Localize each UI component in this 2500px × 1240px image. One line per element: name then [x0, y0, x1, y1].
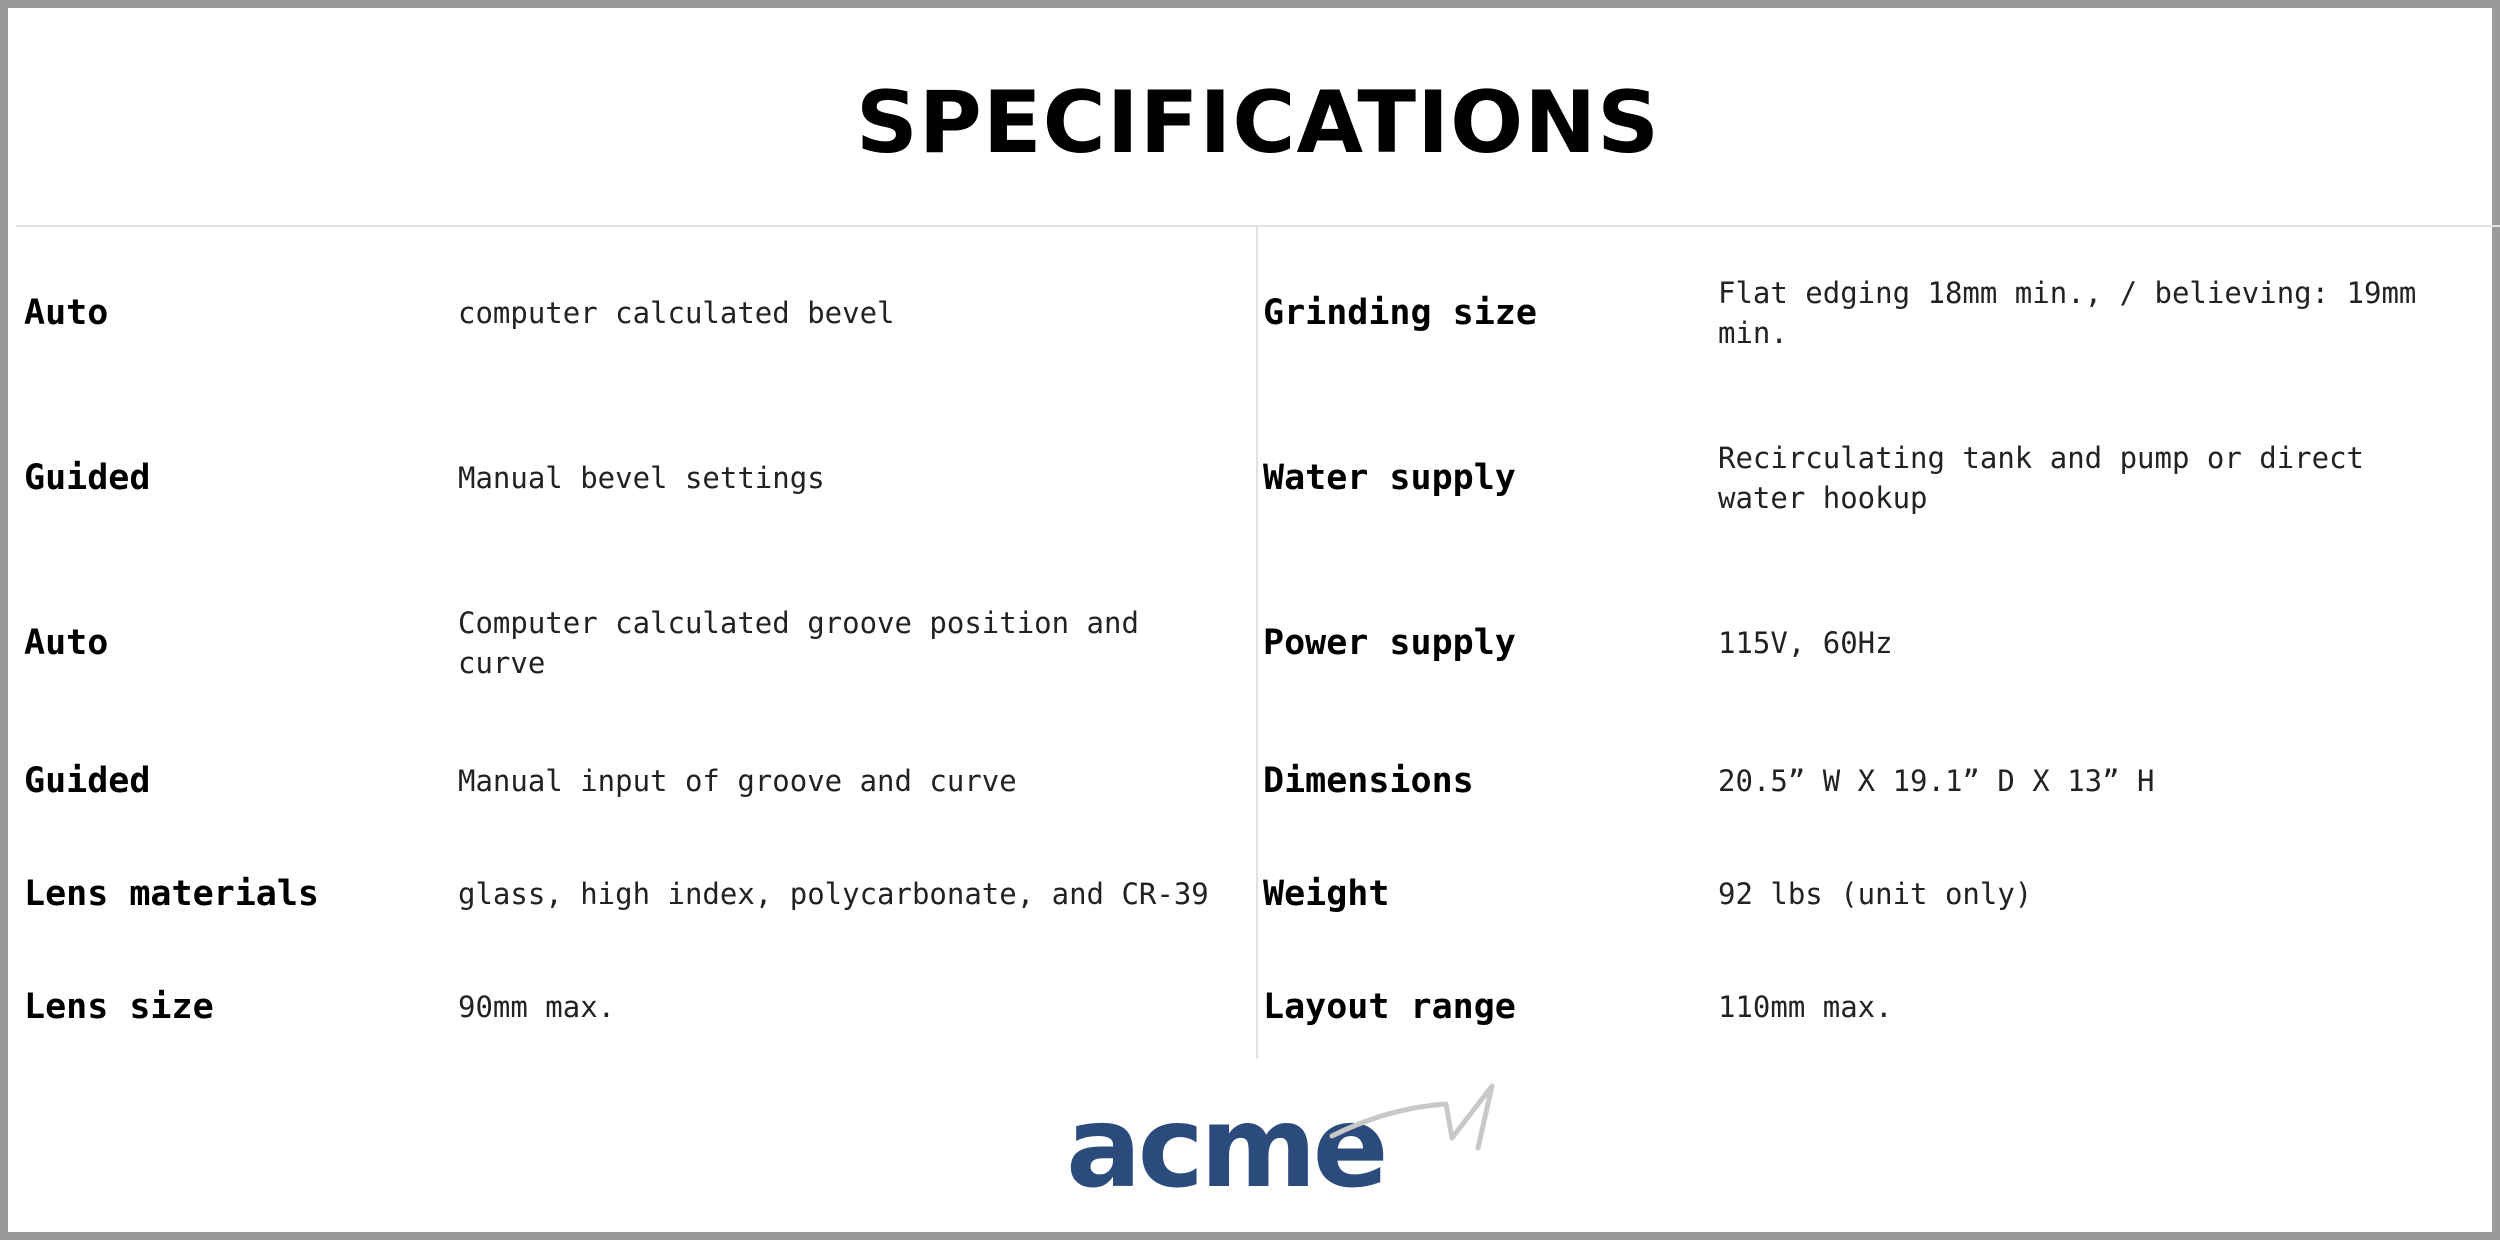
page-title: SPECIFICATIONS	[855, 73, 1661, 173]
spec-label: Water supply	[1263, 458, 1516, 498]
spec-value: 115V, 60Hz	[1718, 626, 1893, 660]
spec-label: Guided	[24, 458, 151, 498]
spec-label: Dimensions	[1263, 761, 1474, 801]
spec-label: Lens size	[24, 987, 214, 1027]
spec-value: 110mm max.	[1718, 990, 1893, 1024]
spec-value: computer calculated bevel	[458, 296, 895, 330]
spec-label: Weight	[1263, 874, 1390, 914]
title-divider	[16, 225, 2500, 227]
logo-wordmark: acme	[1066, 1083, 1385, 1213]
spec-value: Manual bevel settings	[458, 461, 825, 495]
spec-value: Recirculating tank and pump or direct water hookup	[1718, 441, 2365, 515]
spec-label: Auto	[24, 623, 109, 663]
spec-value: Flat edging 18mm min., / believing: 19mm min.	[1718, 276, 2417, 350]
spec-label: Lens materials	[24, 874, 320, 914]
spec-label: Layout range	[1263, 987, 1516, 1027]
spec-label: Grinding size	[1263, 293, 1537, 333]
spec-label: Auto	[24, 293, 109, 333]
column-divider	[1256, 227, 1258, 1059]
spec-value: glass, high index, polycarbonate, and CR-39	[458, 877, 1209, 911]
acme-logo	[1058, 1068, 1458, 1228]
spec-value: Computer calculated groove position and curve	[458, 606, 1139, 680]
spec-label: Guided	[24, 761, 151, 801]
spec-value: 90mm max.	[458, 990, 616, 1024]
logo-swoosh-icon	[1328, 1078, 1508, 1168]
spec-value: 92 lbs (unit only)	[1718, 877, 2033, 911]
spec-value: Manual input of groove and curve	[458, 764, 1017, 798]
spec-value: 20.5” W X 19.1” D X 13” H	[1718, 764, 2155, 798]
spec-label: Power supply	[1263, 623, 1516, 663]
